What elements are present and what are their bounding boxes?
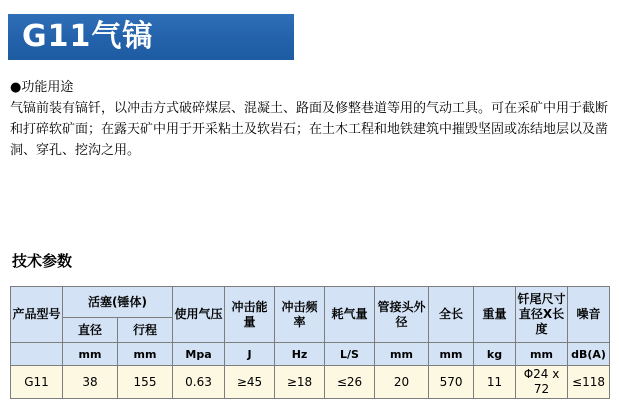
unit-frequency: Hz (275, 343, 325, 366)
unit-pressure: Mpa (173, 343, 225, 366)
cell-air: ≤26 (325, 366, 375, 399)
unit-hose: mm (375, 343, 429, 366)
unit-energy: J (225, 343, 275, 366)
header-piston-diameter: 直径 (63, 318, 118, 343)
header-model: 产品型号 (11, 287, 63, 343)
cell-weight: 11 (474, 366, 516, 399)
cell-stroke: 155 (118, 366, 173, 399)
unit-noise: dB(A) (568, 343, 610, 366)
spec-section-heading: 技术参数 (12, 252, 73, 270)
header-noise: 噪音 (568, 287, 610, 343)
cell-frequency: ≥18 (275, 366, 325, 399)
header-piston: 活塞(锤体) (63, 287, 173, 318)
unit-diameter: mm (63, 343, 118, 366)
unit-model (11, 343, 63, 366)
unit-length: mm (429, 343, 474, 366)
unit-shank: mm (516, 343, 568, 366)
table-header-row-1 (11, 287, 610, 318)
header-energy: 冲击能量 (225, 287, 275, 343)
header-hose-od: 管接头外径 (375, 287, 429, 343)
title-banner (8, 14, 294, 60)
cell-diameter: 38 (63, 366, 118, 399)
header-weight: 重量 (474, 287, 516, 343)
table-row (11, 366, 610, 399)
cell-pressure: 0.63 (173, 366, 225, 399)
description-body: 气镐前装有镐钎，以冲击方式破碎煤层、混凝土、路面及修整巷道等用的气动工具。可在采矿中用于截断和打碎软矿面；在露天矿中用于开采粘土及软岩石；在土木工程和地铁建筑中摧毁坚固或冻结地层以及凿洞、穿孔、挖沟之用。 (10, 101, 609, 158)
header-piston-stroke: 行程 (118, 318, 173, 343)
header-pressure: 使用气压 (173, 287, 225, 343)
cell-length: 570 (429, 366, 474, 399)
cell-noise: ≤118 (568, 366, 610, 399)
cell-model: G11 (11, 366, 63, 399)
header-total-length: 全长 (429, 287, 474, 343)
unit-stroke: mm (118, 343, 173, 366)
cell-hose: 20 (375, 366, 429, 399)
header-shank-size: 钎尾尺寸直径X长度 (516, 287, 568, 343)
cell-energy: ≥45 (225, 366, 275, 399)
page-title: G11气镐 (22, 19, 154, 54)
unit-air: L/S (325, 343, 375, 366)
description-heading: ●功能用途 (10, 80, 74, 95)
unit-weight: kg (474, 343, 516, 366)
header-air-consumption: 耗气量 (325, 287, 375, 343)
table-header-units-row (11, 343, 610, 366)
description-block (10, 78, 610, 161)
spec-table-wrapper (10, 286, 609, 399)
cell-shank: Φ24 x 72 (516, 366, 568, 399)
header-frequency: 冲击频率 (275, 287, 325, 343)
spec-table (10, 286, 610, 399)
